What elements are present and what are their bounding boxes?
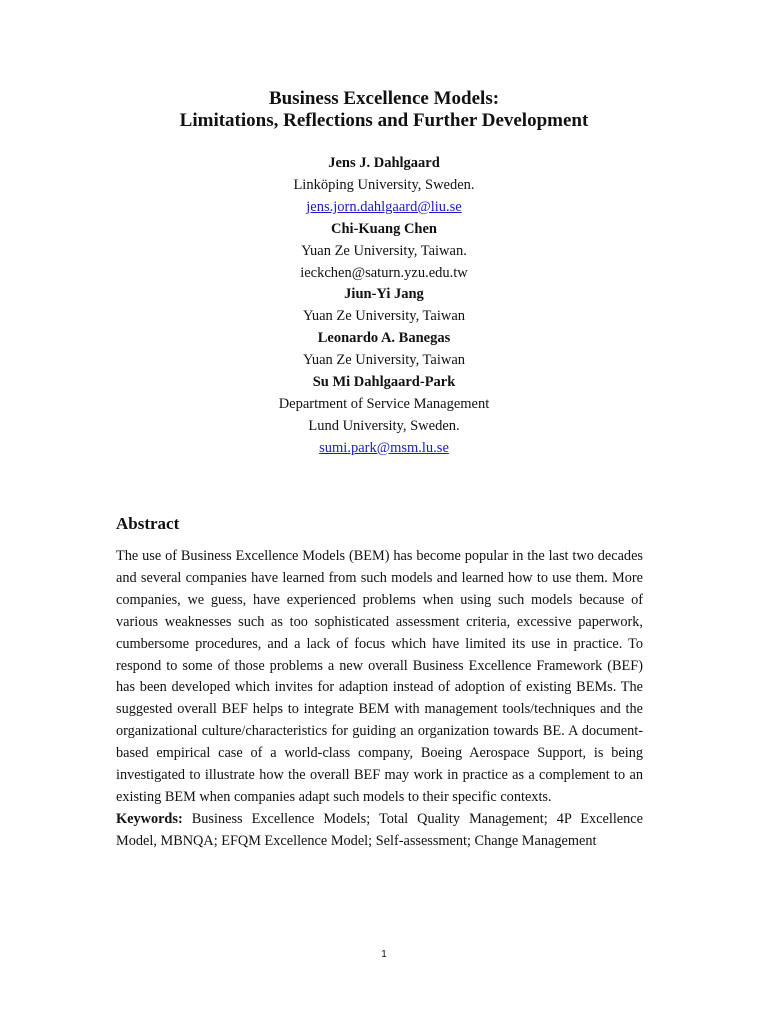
author-name: Jiun-Yi Jang [344,286,424,303]
abstract-section [116,546,643,853]
author-affiliation: Linköping University, Sweden. [293,176,475,193]
author-affiliation: Yuan Ze University, Taiwan [302,308,466,325]
author-email: ieckchen@saturn.yzu.edu.tw [300,264,468,281]
author-name: Chi-Kuang Chen [331,220,437,237]
author-list [0,153,768,460]
author-email-link[interactable]: jens.jorn.dahlgaard@liu.se [306,198,462,215]
page-number: 1 [381,949,387,960]
author-affiliation: Yuan Ze University, Taiwan [302,352,466,369]
keywords-paragraph [116,809,643,853]
author-affiliation: Yuan Ze University, Taiwan. [301,242,467,259]
keywords-label: Keywords: [116,810,183,827]
author-name: Jens J. Dahlgaard [328,155,440,171]
paper-title [0,88,768,132]
abstract-heading: Abstract [116,514,180,533]
author-name: Su Mi Dahlgaard-Park [312,374,456,391]
title-line-2: Limitations, Reflections and Further Development [179,110,589,131]
title-line-1: Business Excellence Models: [268,88,500,109]
abstract-text: The use of Business Excellence Models (BEM) has become popular in the last two decades and several companies have learned from such models and learned how to use them. More companies, we guess, have experienced problems when using such models because of various weaknesses such as too sophisticated assessment criteria, excessive paperwork, cumbersome procedures, and a lack of focus which have limited its use in practice. To respond to some of those problems a new overall Business Excellence Framework (BEF) has been developed which invites for adaption instead of adoption of existing BEMs. The suggested overall BEF helps to integrate BEM with management tools/techniques and the organizational culture/characteristics for guiding an organization towards BE. A document-based empirical case of a world-class company, Boeing Aerospace Support, is being investigated to illustrate how the overall BEF may work in practice as a complement to an existing BEM when companies adapt such models to their specific contexts. [116,548,643,805]
author-name: Leonardo A. Banegas [317,330,451,347]
author-email-link[interactable]: sumi.park@msm.lu.se [319,439,449,456]
keywords-text: Business Excellence Models; Total Quality Management; 4P Excellence Model, MBNQA; EFQM Excellence Model; Self-assessment; Change Management [116,810,643,849]
author-affiliation: Department of Service Management [278,395,490,412]
author-affiliation: Lund University, Sweden. [308,417,460,434]
